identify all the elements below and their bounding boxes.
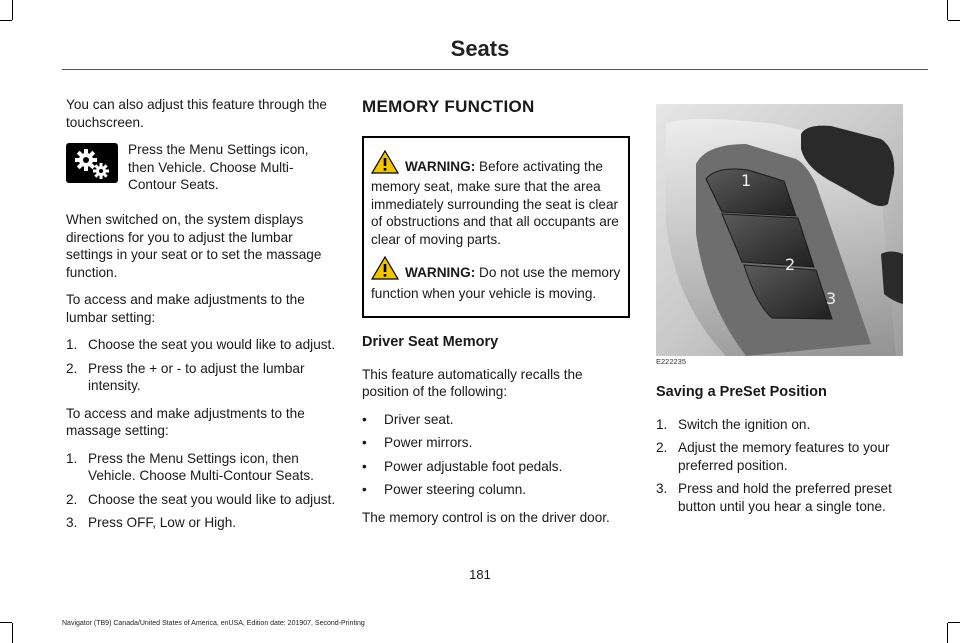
page-number: 181 bbox=[469, 567, 491, 582]
preset-steps bbox=[656, 416, 906, 516]
body-paragraph: To access and make adjustments to the massage setting: bbox=[66, 405, 305, 438]
lumbar-steps bbox=[66, 336, 338, 395]
list-item bbox=[362, 481, 630, 499]
header-divider bbox=[62, 69, 928, 70]
step-text: Choose the seat you would like to adjust. bbox=[88, 337, 336, 352]
menu-settings-block bbox=[66, 141, 338, 201]
body-paragraph: When switched on, the system displays directions for you to adjust the lumbar settings in your seat or to set the massage function. bbox=[66, 212, 322, 280]
memory-items bbox=[362, 411, 630, 499]
left-column bbox=[66, 96, 338, 542]
step-number: 2. bbox=[656, 440, 668, 455]
massage-steps bbox=[66, 450, 338, 532]
warning-label: WARNING: bbox=[405, 265, 476, 280]
step-text: Switch the ignition on. bbox=[678, 416, 811, 432]
right-column bbox=[656, 384, 906, 525]
step-text: Press the + or - to adjust the lumbar intensity. bbox=[88, 360, 305, 393]
step-number: 1. bbox=[656, 416, 668, 432]
section-title: MEMORY FUNCTION bbox=[362, 97, 535, 116]
crop-mark bbox=[12, 623, 13, 643]
step-text: Press and hold the preferred preset button until you hear a single tone. bbox=[678, 481, 892, 514]
list-item bbox=[66, 514, 338, 532]
bullet: • bbox=[362, 411, 367, 427]
crop-mark bbox=[947, 0, 948, 20]
step-text: Choose the seat you would like to adjust. bbox=[88, 491, 336, 507]
warning-text: Before activating the memory seat, make sure that the area immediately surrounding the seat is clear of obstructions and that all occupants are clear of moving parts. bbox=[371, 158, 619, 247]
crop-mark bbox=[947, 623, 948, 643]
bullet-text: Power steering column. bbox=[384, 482, 527, 497]
bullet-text: Power adjustable foot pedals. bbox=[384, 458, 563, 474]
body-paragraph: The memory control is on the driver door. bbox=[362, 509, 610, 525]
step-number: 1. bbox=[66, 450, 78, 466]
list-item bbox=[656, 439, 906, 474]
list-item bbox=[362, 411, 630, 429]
image-code: E222235 bbox=[656, 357, 687, 366]
warning-paragraph bbox=[371, 150, 621, 249]
warning-paragraph bbox=[371, 256, 621, 302]
step-number: 3. bbox=[66, 515, 78, 530]
step-number: 2. bbox=[66, 491, 78, 507]
memory-buttons-image bbox=[656, 104, 903, 356]
step-number: 3. bbox=[656, 481, 668, 496]
crop-mark bbox=[948, 20, 960, 21]
warning-label: WARNING: bbox=[405, 158, 476, 174]
memory-button-2-label: 2 bbox=[785, 255, 796, 274]
bullet: • bbox=[362, 458, 367, 474]
crop-mark bbox=[0, 20, 12, 21]
list-item bbox=[66, 491, 338, 509]
warning-text: Do not use the memory function when your vehicle is moving. bbox=[371, 265, 621, 301]
bullet: • bbox=[362, 482, 367, 497]
crop-mark bbox=[12, 0, 13, 20]
bullet-text: Driver seat. bbox=[384, 411, 454, 427]
page-title: Seats bbox=[450, 36, 510, 61]
step-text: Press the Menu Settings icon, then Vehicle. Choose Multi-Contour Seats. bbox=[88, 450, 314, 483]
list-item bbox=[66, 336, 338, 354]
step-number: 1. bbox=[66, 337, 78, 352]
bullet: • bbox=[362, 435, 367, 450]
subheading: Driver Seat Memory bbox=[362, 334, 499, 350]
memory-button-3-label: 3 bbox=[826, 289, 837, 308]
list-item bbox=[362, 458, 630, 476]
body-paragraph: To access and make adjustments to the lumbar setting: bbox=[66, 292, 305, 325]
list-item bbox=[656, 480, 906, 515]
bullet-text: Power mirrors. bbox=[384, 435, 473, 450]
list-item bbox=[362, 434, 630, 452]
middle-column bbox=[362, 96, 630, 536]
body-paragraph: This feature automatically recalls the position of the following: bbox=[362, 366, 583, 399]
step-number: 2. bbox=[66, 360, 78, 376]
step-text: Adjust the memory features to your preferred position. bbox=[678, 440, 890, 473]
warning-box bbox=[362, 136, 630, 319]
crop-mark bbox=[0, 622, 12, 623]
list-item bbox=[66, 360, 338, 395]
warning-triangle-icon bbox=[371, 150, 399, 179]
intro-text: You can also adjust this feature through the touchscreen. bbox=[66, 97, 327, 130]
list-item bbox=[66, 450, 338, 485]
step-text: Press OFF, Low or High. bbox=[88, 515, 237, 530]
warning-triangle-icon bbox=[371, 256, 399, 285]
list-item bbox=[656, 416, 906, 434]
subheading: Saving a PreSet Position bbox=[656, 384, 827, 400]
memory-button-1-label: 1 bbox=[741, 171, 752, 190]
settings-gear-icon bbox=[66, 143, 118, 183]
footer-text: Navigator (TB9) Canada/United States of America, enUSA, Edition date: 201907, Second-Printing bbox=[62, 620, 365, 627]
gear-instruction: Press the Menu Settings icon, then Vehicle. Choose Multi-Contour Seats. bbox=[128, 142, 309, 192]
crop-mark bbox=[948, 622, 960, 623]
